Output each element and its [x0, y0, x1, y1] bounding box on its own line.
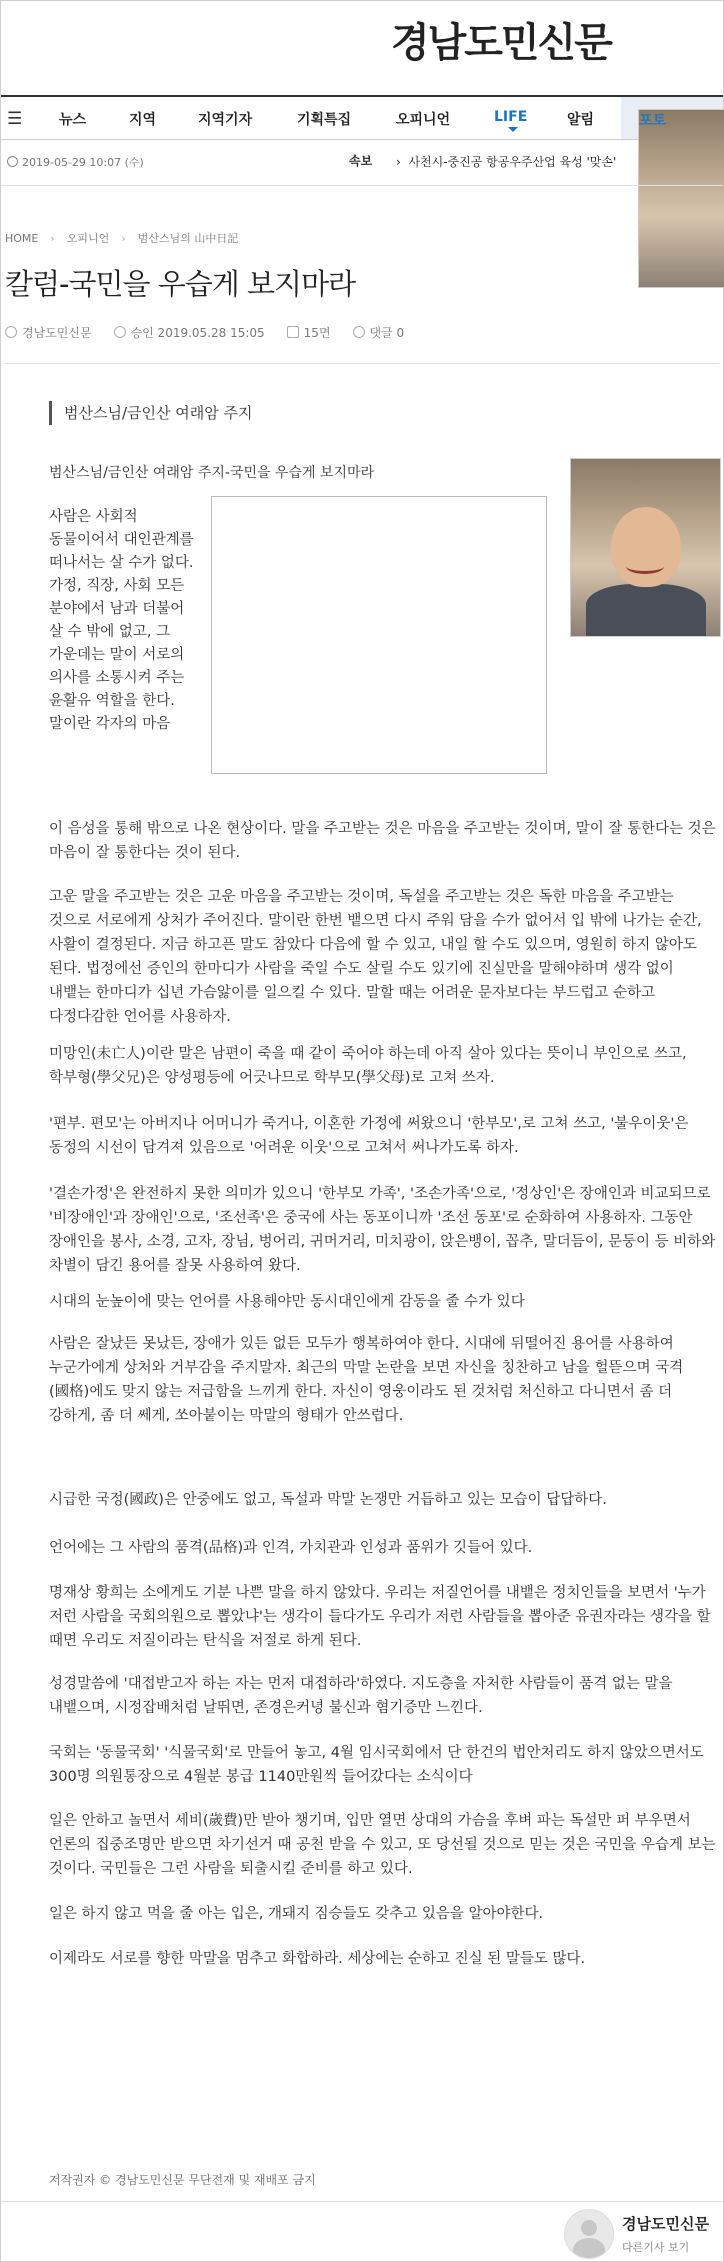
article-paragraph: 국회는 '동물국회' '식물국회'로 만들어 놓고, 4월 임시국회에서 단 한건의 법안처리도 하지 않았으면서도 300명 의원통장으로 4월분 봉급 1140만원씩 들어갔다는 소식이다 — [49, 1745, 704, 1785]
reporter-name[interactable]: 경남도민신문 — [622, 2215, 709, 2233]
meta-publisher: 경남도민신문 — [22, 326, 92, 340]
photo-face — [611, 507, 681, 587]
article-subhead: 범산스님/금인산 여래암 주지 — [49, 401, 252, 425]
reporter-avatar[interactable] — [564, 2209, 614, 2259]
nav-opinion[interactable]: 오피니언 — [396, 112, 451, 128]
breadcrumb: HOME › 오피니언 › 범산스님의 山中日記 — [5, 232, 239, 245]
photo-body — [586, 584, 706, 636]
article-paragraph: 고운 말을 주고받는 것은 고운 마음을 주고받는 것이며, 독설을 주고받는 것은 독한 마음을 주고받는 것으로 서로에게 상처가 주어진다. 말이란 한번 뱉으면 다시 주워 담을 수가 없어서 입 밖에 나가는 순간, 사활이 결정된다. 지금 하고픈 말도 참았다 다음에 할 수 있고, 내일 할 수도 있으며, 영원히 하지 않아도 된다. 법정에선 증인의 한마디가 사람을 죽일 수도 살릴 수도 있기에 진실만을 말해야하며 생각 없이 내뱉는 한마디가 십년 가슴앓이를 일으킬 수 있다. 말할 때는 어려운 문자보다는 부드럽고 순하고 다정다감한 언어를 사용하자. — [49, 889, 702, 1025]
date-text: 2019-05-29 10:07 (수) — [22, 156, 144, 169]
breadcrumb-home[interactable]: HOME — [5, 232, 39, 245]
article-paragraph: 성경말씀에 '대접받고자 하는 자는 먼저 대접하라'하였다. 지도층을 자처한 사람들이 품격 없는 말을 내뱉으며, 시정잡배처럼 날뛰면, 존경은커녕 불신과 혐기증만 느낀다. — [49, 1676, 673, 1716]
divider — [1, 2201, 723, 2202]
more-articles-link[interactable]: 다른기사 보기 — [622, 2241, 690, 2254]
breaking-label: 속보 — [349, 154, 373, 168]
article-paragraph: '편부. 편모'는 아버지나 어머니가 죽거나, 이혼한 가정에 써왔으니 '한부모',로 고쳐 쓰고, '불우이웃'은 동정의 시선이 담겨져 있음으로 '어려운 이웃'으로 고쳐서 써나가도록 하자. — [49, 1116, 689, 1156]
nav-photo[interactable]: 포토 — [638, 109, 724, 288]
article-paragraph: 시급한 국정(國政)은 안중에도 없고, 독설과 막말 논쟁만 거듭하고 있는 모습이 답답하다. — [49, 1492, 607, 1508]
meta-comments[interactable]: 댓글 0 — [369, 326, 405, 340]
current-date — [7, 154, 144, 170]
main-nav — [1, 95, 723, 140]
breaking-headline-text[interactable]: 사천시-중진공 항공우주산업 육성 '맞손' — [408, 155, 617, 169]
photo-smile — [626, 559, 664, 574]
author-photo — [570, 458, 721, 637]
clock-icon — [7, 156, 18, 167]
nav-notice[interactable]: 알림 — [567, 112, 595, 128]
article-lead: 범산스님/금인산 여래암 주지-국민을 우습게 보지마라 — [49, 465, 375, 481]
comment-icon — [353, 326, 365, 338]
article-paragraph: 이제라도 서로를 향한 막말을 멈추고 화합하라. 세상에는 순하고 진실 된 말들도 많다. — [49, 1951, 586, 1967]
article-paragraph: 이 음성을 통해 밖으로 나온 현상이다. 말을 주고받는 것은 마음을 주고받는 것이며, 말이 잘 통한다는 것은 마음이 잘 통한다는 것이 된다. — [49, 821, 716, 861]
clock-icon — [114, 326, 126, 338]
nav-region[interactable]: 지역 — [129, 112, 157, 128]
nav-life[interactable]: LIFE — [494, 109, 528, 125]
article-paragraph: 일은 하지 않고 먹을 줄 아는 입은, 개돼지 짐승들도 갖추고 있음을 알아야한다. — [49, 1906, 544, 1922]
divider — [5, 363, 719, 364]
nav-news[interactable]: 뉴스 — [59, 112, 87, 128]
article-paragraph: 미망인(未亡人)이란 말은 남편이 죽을 때 같이 죽어야 하는데 아직 살아 있다는 뜻이니 부인으로 쓰고, 학부형(學父兄)은 양성평등에 어긋나므로 학부모(學父母)로 고쳐 쓰자. — [49, 1046, 687, 1086]
article-paragraph: 시대의 눈높이에 맞는 언어를 사용해야만 동시대인에게 감동을 줄 수가 있다 — [49, 1294, 525, 1310]
menu-icon[interactable]: ☰ — [7, 109, 23, 129]
article-paragraph-intro: 사람은 사회적 동물이어서 대인관계를 떠나서는 살 수가 없다. 가정, 직장, 사회 모든 분야에서 남과 더불어 살 수 밖에 없고, 그 가운데는 말이 서로의 의사를 소통시켜 주는 윤활유 역할을 한다. 말이란 각자의 마음 — [49, 509, 194, 732]
article-paragraph: '결손가정'은 완전하지 못한 의미가 있으니 '한부모 가족', '조손가족'으로, '정상인'은 장애인과 비교되므로 '비장애인'과 장애인'으로, '조선족'은 중국에 사는 동포이니까 '조선 동포'로 순화하여 사용하자. 그동안 장애인을 봉사, 소경, 고자, 장님, 벙어리, 귀머거리, 미치광이, 앉은뱅이, 꼽추, 말더듬이, 문둥이 등 비하와 차별이 담긴 용어를 잘못 사용하여 왔다. — [49, 1186, 716, 1274]
breadcrumb-column[interactable]: 범산스님의 山中日記 — [137, 232, 239, 245]
meta-approved: 승인 2019.05.28 15:05 — [130, 326, 265, 340]
copyright-notice: 저작권자 © 경남도민신문 무단전재 및 재배포 금지 — [49, 2173, 316, 2187]
article-paragraph: 언어에는 그 사람의 품격(品格)과 인격, 가치관과 인성과 품위가 깃들어 있다. — [49, 1540, 533, 1556]
site-logo[interactable]: 경남도민신문 — [391, 20, 611, 66]
avatar-shoulder — [573, 2238, 605, 2259]
article-paragraph: 명재상 황희는 소에게도 기분 나쁜 말을 하지 않았다. 우리는 저질언어를 내뱉은 정치인들을 보면서 '누가 저런 사람을 국회의원으로 뽑았냐'는 생각이 들다가도 우리가 저런 사람들을 뽑아준 유권자라는 생각을 할 때면 우리도 저질이라는 탄식을 저절로 하게 된다. — [49, 1585, 711, 1649]
breaking-headline[interactable]: › 사천시-중진공 항공우주산업 육성 '맞손' — [396, 155, 617, 169]
nav-region-reporter[interactable]: 지역기자 — [198, 112, 253, 128]
meta-pages: 15면 — [303, 326, 331, 340]
article-paragraph: 사람은 잘났든 못났든, 장애가 있든 없든 모두가 행복하여야 한다. 시대에 뒤떨어진 용어를 사용하여 누군가에게 상처와 거부감을 주지말자. 최근의 막말 논란을 보면 자신을 칭찬하고 남을 헐뜯으며 국격(國格)에도 맞지 않는 저급함을 느끼게 한다. 자신이 영웅이라도 된 것처럼 처신하고 다니면서 좀 더 강하게, 좀 더 쎄게, 쏘아붙이는 막말의 형태가 안쓰럽다. — [49, 1336, 684, 1424]
news-ticker — [1, 139, 723, 186]
nav-feature[interactable]: 기획특집 — [297, 112, 352, 128]
nav-active-caret — [508, 127, 518, 132]
article-paragraph: 일은 안하고 놀면서 세비(歲費)만 받아 챙기며, 입만 열면 상대의 가슴을 후벼 파는 독설만 퍼 부우면서 언론의 집중조명만 받으면 차기선거 때 공천 받을 수 있고, 또 당선될 것으로 믿는 것은 국민을 우습게 보는 것이다. 국민들은 그런 사람을 퇴출시킬 준비를 하고 있다. — [49, 1813, 716, 1877]
user-icon — [5, 326, 17, 338]
avatar-head — [581, 2220, 597, 2236]
ad-placeholder — [211, 496, 547, 774]
article-title: 칼럼-국민을 우습게 보지마라 — [5, 267, 356, 301]
article-meta — [5, 324, 426, 341]
page-icon — [287, 326, 299, 338]
breadcrumb-opinion[interactable]: 오피니언 — [66, 232, 110, 245]
